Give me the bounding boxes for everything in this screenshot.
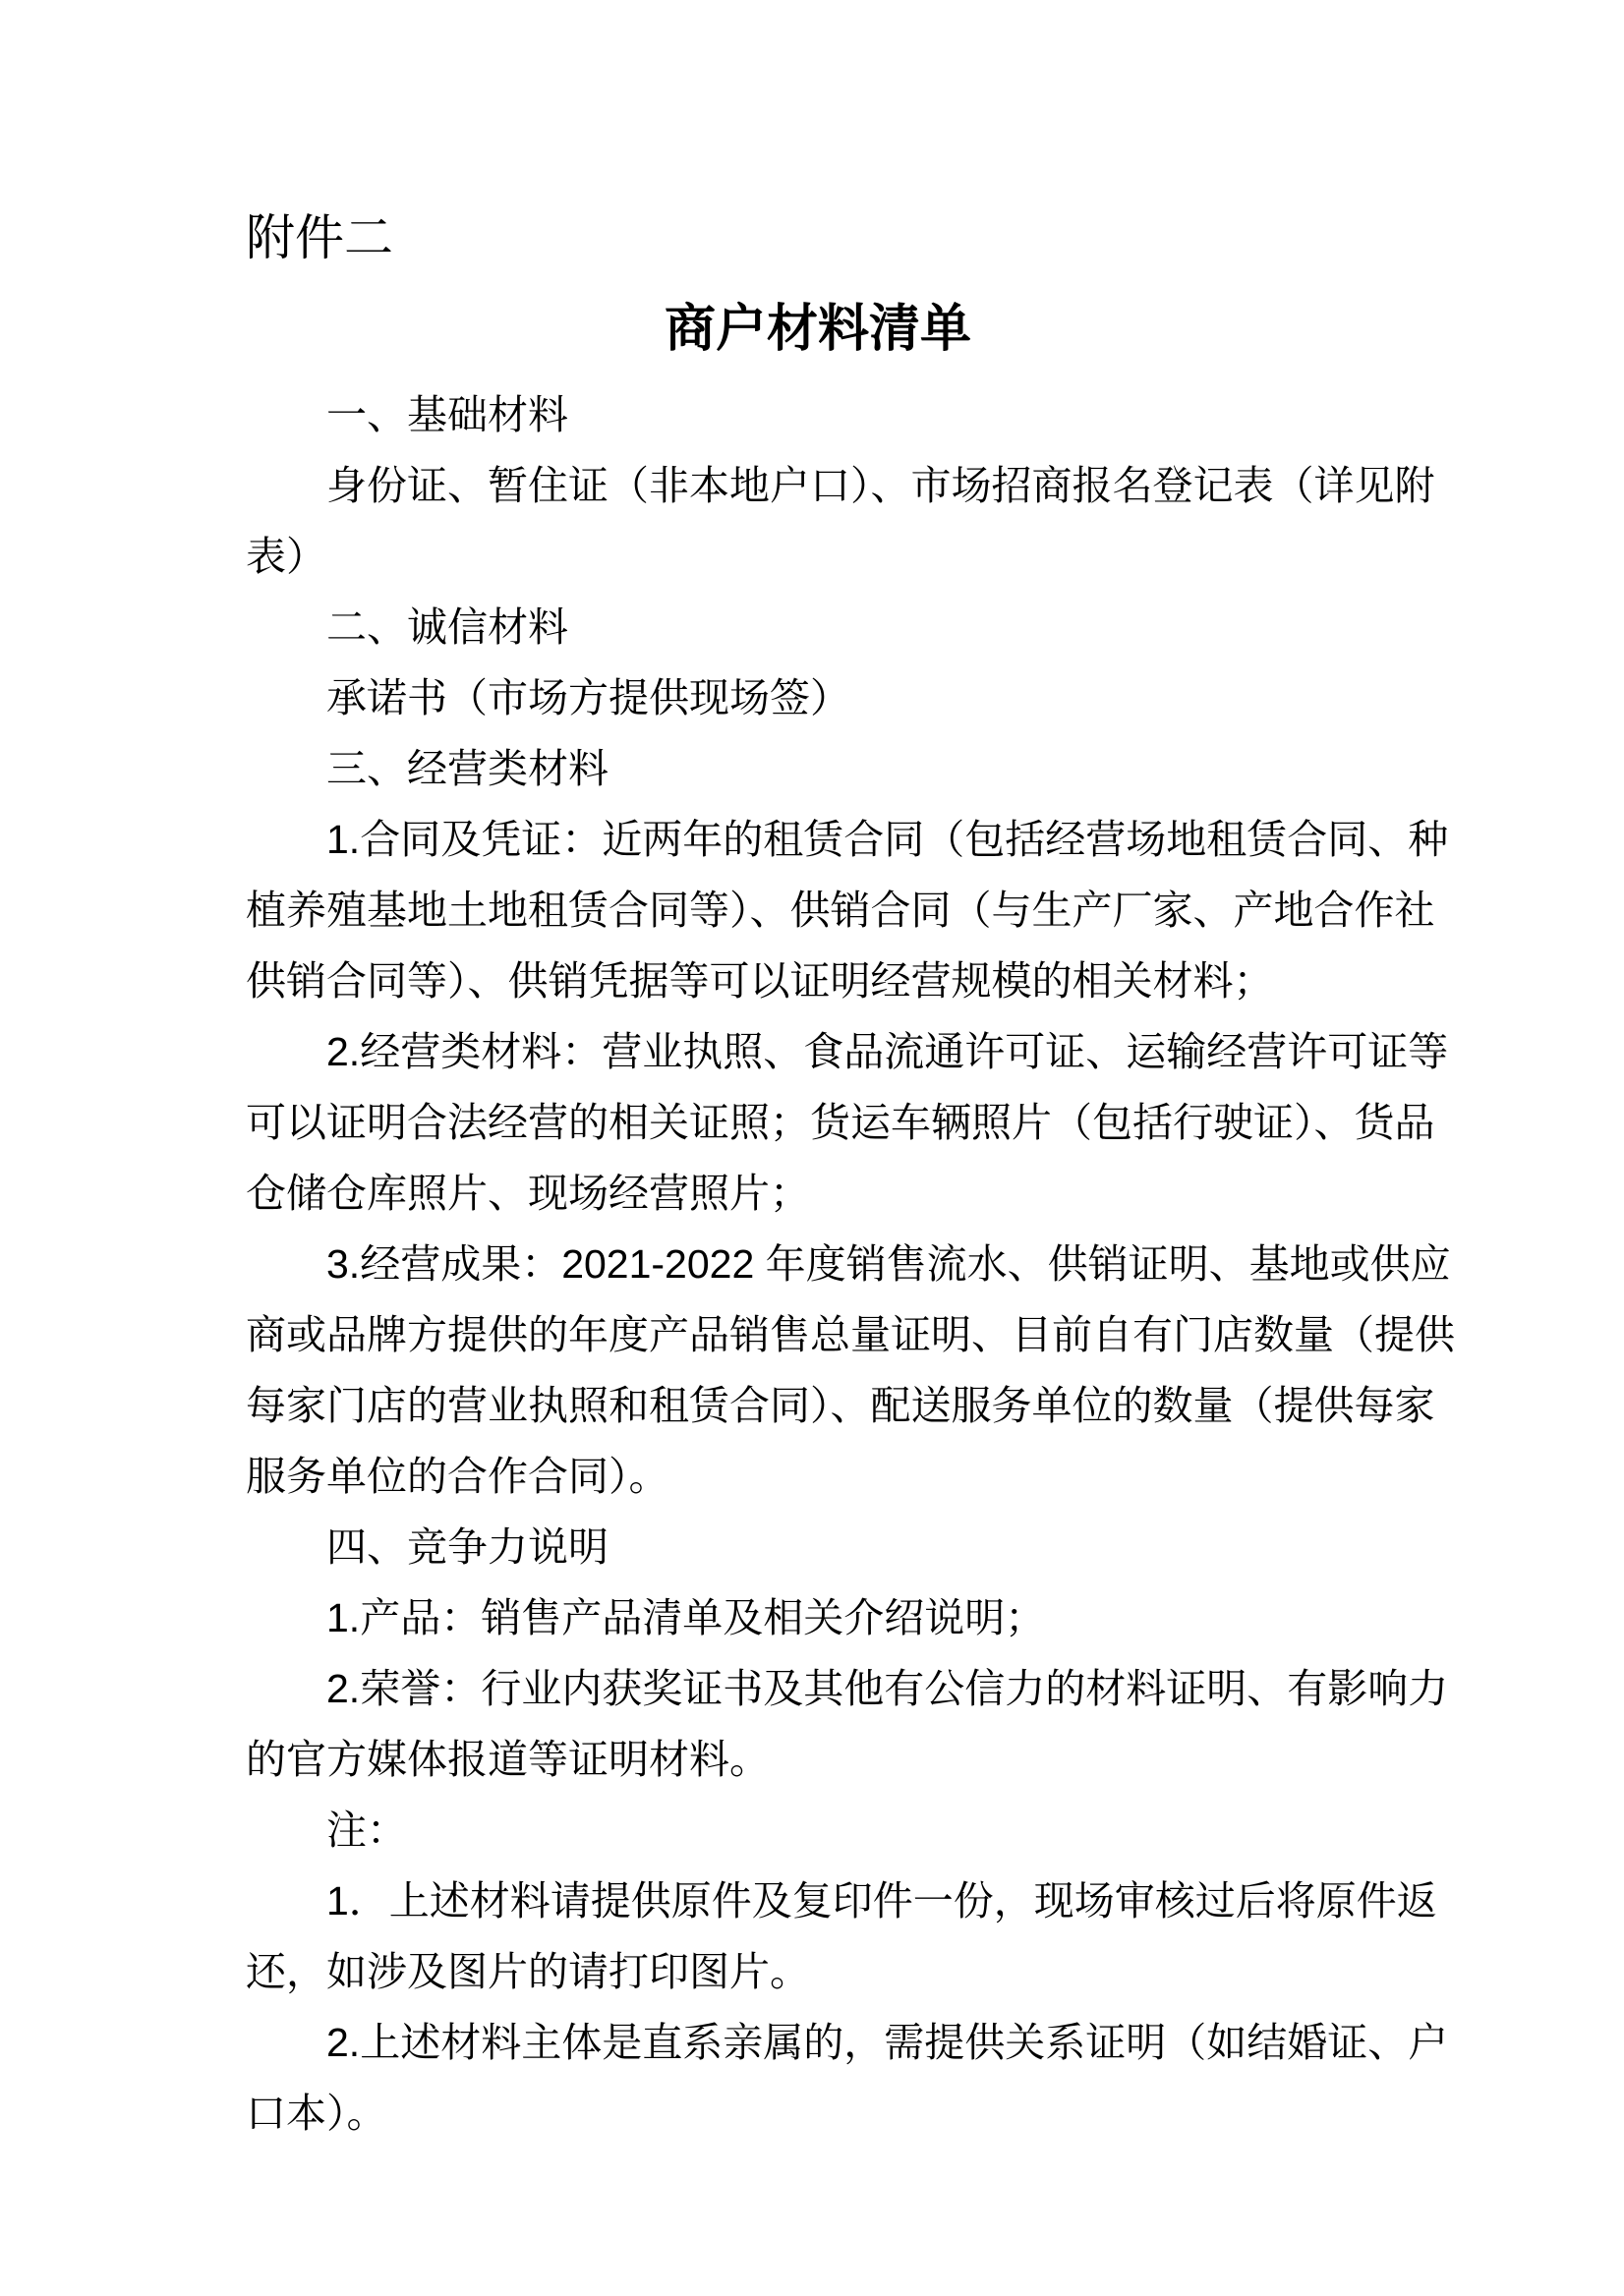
- document-body: [246, 379, 1455, 2149]
- paragraph-line: 2.上述材料主体是直系亲属的，需提供关系证明（如结婚证、户: [326, 2020, 1449, 2065]
- paragraph-line: 口本）。: [246, 2091, 387, 2136]
- paragraph-line: 还，如涉及图片的请打印图片。: [246, 1949, 810, 1994]
- paragraph-line: 商或品牌方提供的年度产品销售总量证明、目前自有门店数量（提供: [246, 1312, 1455, 1357]
- paragraph-line: 3.经营成果：2021-2022 年度销售流水、供销证明、基地或供应: [326, 1241, 1451, 1287]
- page-title: 商户材料清单: [664, 301, 971, 358]
- paragraph-line: 1.产品：销售产品清单及相关介绍说明；: [326, 1595, 1046, 1640]
- paragraph-line: 可以证明合法经营的相关证照；货运车辆照片（包括行驶证）、货品: [246, 1100, 1435, 1145]
- paragraph-line: 供销合同等）、供销凭据等可以证明经营规模的相关材料；: [246, 958, 1274, 1004]
- paragraph-line: 仓储仓库照片、现场经营照片；: [246, 1171, 810, 1216]
- paragraph-line: 2.荣誉：行业内获奖证书及其他有公信力的材料证明、有影响力: [326, 1666, 1449, 1711]
- paragraph-line: 承诺书（市场方提供现场签）: [326, 675, 850, 720]
- paragraph-line: 每家门店的营业执照和租赁合同）、配送服务单位的数量（提供每家: [246, 1383, 1435, 1428]
- attachment-label: 附件二: [246, 210, 393, 265]
- section-heading: 二、诚信材料: [326, 604, 568, 650]
- paragraph-line: 1.合同及凭证：近两年的租赁合同（包括经营场地租赁合同、种: [326, 817, 1449, 862]
- paragraph-line: 表）: [246, 534, 326, 579]
- paragraph-line: 1．上述材料请提供原件及复印件一份，现场审核过后将原件返: [326, 1878, 1437, 1923]
- section-heading: 一、基础材料: [326, 392, 568, 437]
- paragraph-line: 2.经营类材料：营业执照、食品流通许可证、运输经营许可证等: [326, 1029, 1449, 1074]
- paragraph-line: 的官方媒体报道等证明材料。: [246, 1737, 770, 1782]
- section-heading: 三、经营类材料: [326, 746, 609, 791]
- paragraph-line: 服务单位的合作合同）。: [246, 1454, 669, 1499]
- section-heading: 四、竞争力说明: [326, 1524, 609, 1570]
- section-heading: 注：: [326, 1808, 407, 1853]
- paragraph-line: 植养殖基地土地租赁合同等）、供销合同（与生产厂家、产地合作社: [246, 888, 1435, 933]
- paragraph-line: 身份证、暂住证（非本地户口）、市场招商报名登记表（详见附: [326, 463, 1435, 508]
